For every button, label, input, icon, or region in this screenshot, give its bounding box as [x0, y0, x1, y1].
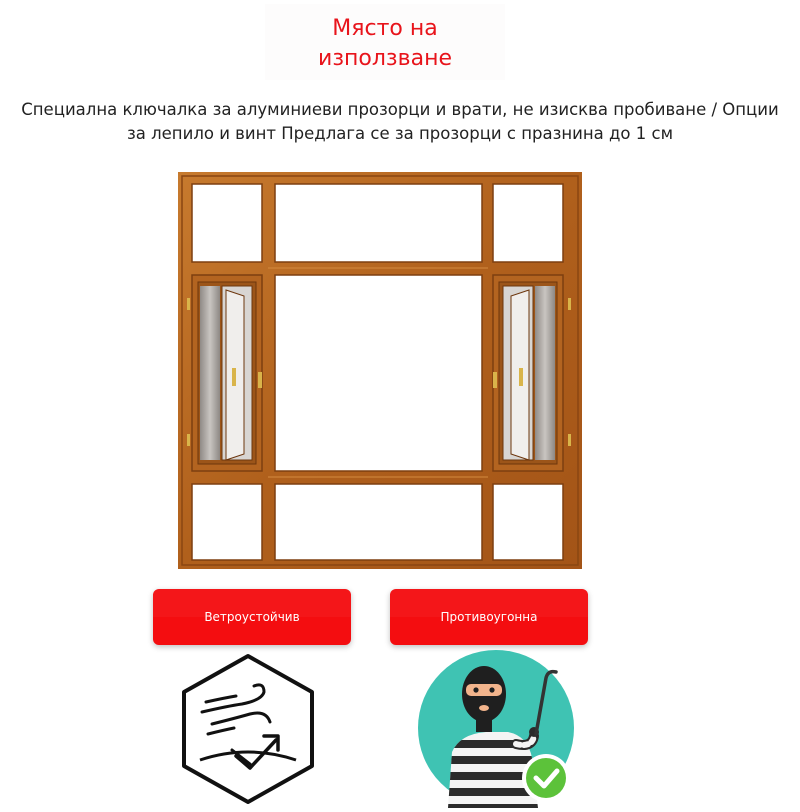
page-title: Място на използване — [318, 16, 452, 71]
window-image — [178, 172, 582, 569]
wind-resistant-badge — [153, 589, 351, 645]
wind-resistance-icon — [180, 652, 316, 808]
burglar-icon — [416, 648, 576, 808]
wind-resistant-label: Ветроустойчив — [204, 610, 300, 624]
anti-theft-badge — [390, 589, 588, 645]
anti-theft-label: Противоугонна — [440, 610, 538, 624]
product-description: Специална ключалка за алуминиеви прозорци и врати, не изисква пробиване / Опции за лепило и винт Предлага се за прозорци с празнина до 1 см — [21, 100, 779, 143]
aluminum-window-illustration — [178, 172, 582, 569]
